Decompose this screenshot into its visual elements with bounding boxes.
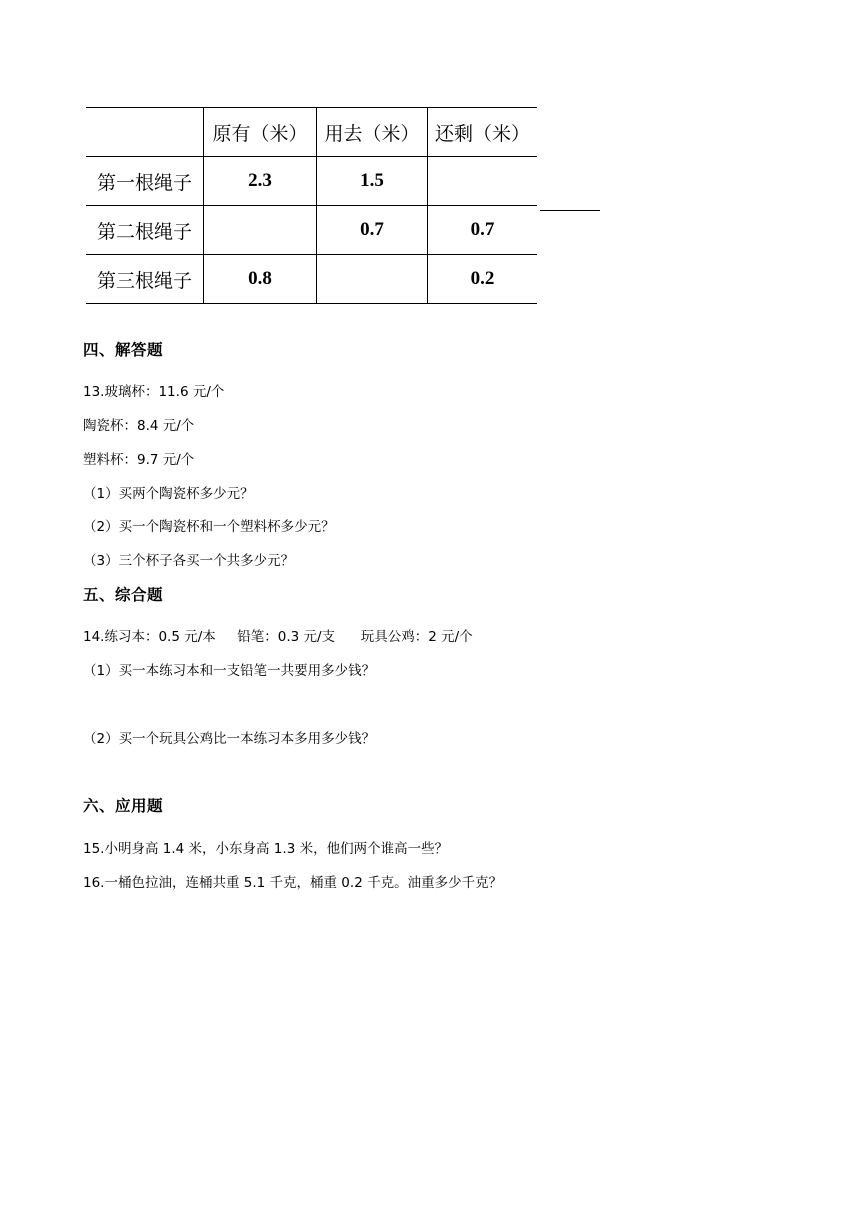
table-cell	[317, 255, 428, 304]
table-cell: 2.3	[204, 157, 317, 206]
question-13-part-1: （1）买两个陶瓷杯多少元？	[83, 486, 254, 502]
answer-blank-line	[540, 210, 600, 211]
section-heading-4: 四、解答题	[83, 341, 164, 359]
question-14-line: 14.练习本：0.5 元/本 铅笔：0.3 元/支 玩具公鸡：2 元/个	[83, 629, 473, 645]
table-cell: 0.2	[428, 255, 538, 304]
table-cell: 0.8	[204, 255, 317, 304]
row-label: 第二根绳子	[86, 206, 204, 255]
question-13-part-2: （2）买一个陶瓷杯和一个塑料杯多少元？	[83, 519, 335, 535]
table-row	[86, 157, 537, 206]
table-header-corner	[86, 108, 204, 157]
question-13-line: 13.玻璃杯：11.6 元/个	[83, 384, 225, 400]
table-cell: 1.5	[317, 157, 428, 206]
table-header-remaining: 还剩（米）	[428, 108, 538, 157]
question-13-line: 陶瓷杯：8.4 元/个	[83, 418, 195, 434]
table-cell	[204, 206, 317, 255]
question-14-part-2: （2）买一个玩具公鸡比一本练习本多用多少钱？	[83, 731, 376, 747]
table-header-used: 用去（米）	[317, 108, 428, 157]
row-label: 第三根绳子	[86, 255, 204, 304]
table-header-original: 原有（米）	[204, 108, 317, 157]
row-label: 第一根绳子	[86, 157, 204, 206]
question-13-part-3: （3）三个杯子各买一个共多少元？	[83, 553, 295, 569]
question-15-line: 15.小明身高 1.4 米，小东身高 1.3 米，他们两个谁高一些？	[83, 841, 449, 857]
table-row	[86, 255, 537, 304]
table-cell: 0.7	[428, 206, 538, 255]
question-14-part-1: （1）买一本练习本和一支铅笔一共要用多少钱？	[83, 663, 376, 679]
section-heading-6: 六、应用题	[83, 797, 164, 815]
section-heading-5: 五、综合题	[83, 586, 164, 604]
rope-table	[86, 107, 537, 304]
table-cell: 0.7	[317, 206, 428, 255]
table-header-row	[86, 108, 537, 157]
question-13-line: 塑料杯：9.7 元/个	[83, 452, 195, 468]
table-cell	[428, 157, 538, 206]
table-row	[86, 206, 537, 255]
question-16-line: 16.一桶色拉油，连桶共重 5.1 千克，桶重 0.2 千克。油重多少千克？	[83, 875, 503, 891]
